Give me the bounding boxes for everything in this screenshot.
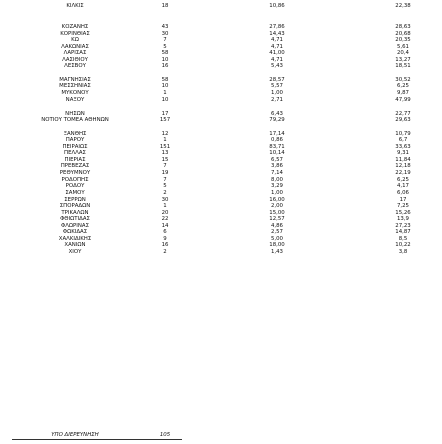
rate-cell: 4,17 [396, 183, 409, 189]
value-cell: 5,43 [270, 63, 283, 69]
table-row [0, 50, 442, 57]
rate-cell: 22,77 [395, 111, 411, 117]
count-cell: 30 [161, 197, 169, 203]
rate-cell: 9,87 [396, 90, 409, 96]
value-cell: 4,71 [270, 57, 283, 63]
count-cell: 58 [161, 77, 169, 83]
count-cell: 12 [161, 131, 169, 137]
table-row [0, 242, 442, 249]
region-name-cell: ΜΥΚΟΝΟΥ [61, 90, 89, 96]
count-cell: 1 [163, 137, 167, 143]
value-cell: 14,43 [269, 31, 285, 37]
value-cell: 27,86 [269, 24, 285, 30]
rate-cell: 13,9 [396, 216, 409, 222]
count-cell: 1 [163, 203, 167, 209]
count-cell: 10 [161, 83, 169, 89]
table-row [0, 3, 442, 10]
region-name-cell: ΝΟΤΙΟΥ ΤΟΜΕΑ ΑΘΗΝΩΝ [41, 117, 109, 123]
rate-cell: 6,7 [398, 137, 408, 143]
region-name-cell: ΠΕΙΡΑΙΩΣ [62, 144, 88, 150]
rate-cell: 22,38 [395, 3, 411, 9]
table-row [0, 216, 442, 223]
rate-cell: 8,5 [398, 236, 408, 242]
count-cell: 10 [161, 97, 169, 103]
region-name-cell: ΤΡΙΚΑΛΩΝ [61, 210, 89, 216]
rate-cell: 10,22 [395, 242, 411, 248]
value-cell: 1,00 [270, 190, 283, 196]
count-cell: 6 [163, 229, 167, 235]
value-cell: 28,57 [269, 77, 285, 83]
region-name-cell: ΝΗΣΩΝ [65, 111, 85, 117]
rate-cell: 22,19 [395, 170, 411, 176]
table-row [0, 249, 442, 256]
count-cell: 43 [161, 24, 169, 30]
count-cell: 22 [161, 216, 169, 222]
rate-cell: 27,23 [395, 223, 411, 229]
rate-cell: 20,4 [396, 50, 409, 56]
count-cell: 7 [163, 177, 167, 183]
region-name-cell: ΡΕΘΥΜΝΟΥ [59, 170, 91, 176]
value-cell: 0,86 [270, 137, 283, 143]
footer-divider [12, 439, 182, 440]
count-cell: 157 [159, 117, 171, 123]
region-name-cell: ΛΑΡΙΣΑΣ [63, 50, 87, 56]
rate-cell: 3,8 [398, 249, 408, 255]
value-cell: 8,00 [270, 177, 283, 183]
value-cell: 5,57 [270, 83, 283, 89]
count-cell: 105 [159, 432, 171, 438]
value-cell: 16,00 [269, 197, 285, 203]
value-cell: 2,00 [270, 203, 283, 209]
count-cell: 13 [161, 150, 169, 156]
table-row [0, 137, 442, 144]
table-row [0, 163, 442, 170]
region-name-cell: ΜΕΣΣΗΝΙΑΣ [59, 83, 91, 89]
value-cell: 12,57 [269, 216, 285, 222]
rate-cell: 28,63 [395, 24, 411, 30]
table-row [0, 63, 442, 70]
region-name-cell: ΚΙΛΚΙΣ [66, 3, 84, 9]
region-name-cell: ΠΡΕΒΕΖΑΣ [60, 163, 90, 169]
region-name-cell: ΧΑΛΚΙΔΙΚΗΣ [58, 236, 92, 242]
table-row [0, 229, 442, 236]
value-cell: 4,71 [270, 44, 283, 50]
rate-cell: 6,06 [396, 190, 409, 196]
value-cell: 3,29 [270, 183, 283, 189]
rate-cell: 20,35 [395, 37, 411, 43]
rate-cell: 29,63 [395, 117, 411, 123]
table-row [0, 37, 442, 44]
table-row [0, 170, 442, 177]
value-cell: 1,00 [270, 90, 283, 96]
value-cell: 1,43 [270, 249, 283, 255]
rate-cell: 15,26 [395, 210, 411, 216]
region-name-cell: ΠΙΕΡΙΑΣ [64, 157, 86, 163]
count-cell: 7 [163, 163, 167, 169]
region-name-cell: ΛΑΣΙΘΙΟΥ [62, 57, 88, 63]
region-name-cell: ΠΑΡΟΥ [65, 137, 85, 143]
value-cell: 18,00 [269, 242, 285, 248]
count-cell: 16 [161, 242, 169, 248]
region-name-cell: ΛΑΚΩΝΙΑΣ [61, 44, 89, 50]
table-row [0, 90, 442, 97]
count-cell: 20 [161, 210, 169, 216]
count-cell: 19 [161, 170, 169, 176]
value-cell: 2,71 [270, 97, 283, 103]
region-name-cell: ΦΘΙΩΤΙΔΑΣ [60, 216, 90, 222]
region-name-cell: ΡΟΔΟΥ [65, 183, 85, 189]
value-cell: 83,71 [269, 144, 285, 150]
summary-row [0, 432, 442, 439]
count-cell: 10 [161, 57, 169, 63]
value-cell: 7,14 [270, 170, 283, 176]
rate-cell: 9,31 [396, 150, 409, 156]
rate-cell: 13,27 [395, 57, 411, 63]
region-name-cell: ΡΟΔΟΠΗΣ [61, 177, 89, 183]
value-cell: 6,43 [270, 111, 283, 117]
count-cell: 58 [161, 50, 169, 56]
rate-cell: 30,52 [395, 77, 411, 83]
rate-cell: 20,68 [395, 31, 411, 37]
value-cell: 4,86 [270, 223, 283, 229]
table-row [0, 190, 442, 197]
rate-cell: 17 [399, 197, 407, 203]
value-cell: 79,29 [269, 117, 285, 123]
region-name-cell: ΣΕΡΡΩΝ [64, 197, 86, 203]
region-name-cell: ΣΑΜΟΥ [65, 190, 85, 196]
value-cell: 4,71 [270, 37, 283, 43]
count-cell: 16 [161, 63, 169, 69]
value-cell: 17,14 [269, 131, 285, 137]
value-cell: 3,86 [270, 163, 283, 169]
table-row [0, 83, 442, 90]
region-name-cell: ΠΕΛΛΑΣ [64, 150, 86, 156]
value-cell: 15,00 [269, 210, 285, 216]
count-cell: 5 [163, 183, 167, 189]
value-cell: 41,00 [269, 50, 285, 56]
table-row [0, 97, 442, 104]
rate-cell: 14,87 [395, 229, 411, 235]
region-name-cell: ΧΑΝΙΩΝ [64, 242, 86, 248]
region-name-cell: ΚΩ [71, 37, 79, 43]
rate-cell: 10,79 [395, 131, 411, 137]
region-name-cell: ΥΠΟ ΔΙΕΡΕΥΝΗΣΗ [51, 432, 99, 438]
region-name-cell: ΛΕΣΒΟΥ [64, 63, 86, 69]
rate-cell: 6,25 [396, 83, 409, 89]
rate-cell: 33,63 [395, 144, 411, 150]
rate-cell: 11,84 [395, 157, 411, 163]
region-name-cell: ΦΛΩΡΙΝΑΣ [60, 223, 90, 229]
rate-cell: 5,61 [396, 44, 409, 50]
count-cell: 17 [161, 111, 169, 117]
value-cell: 2,57 [270, 229, 283, 235]
table-row [0, 183, 442, 190]
rate-cell: 12,18 [395, 163, 411, 169]
region-name-cell: ΜΑΓΝΗΣΙΑΣ [59, 77, 91, 83]
value-cell: 10,86 [269, 3, 285, 9]
count-cell: 1 [163, 90, 167, 96]
region-name-cell: ΚΟΖΑΝΗΣ [61, 24, 89, 30]
table-row [0, 24, 442, 31]
region-name-cell: ΞΑΝΘΗΣ [63, 131, 87, 137]
region-name-cell: ΝΑΞΟΥ [65, 97, 85, 103]
count-cell: 9 [163, 236, 167, 242]
region-name-cell: ΦΩΚΙΔΑΣ [62, 229, 88, 235]
region-name-cell: ΚΟΡΙΝΘΙΑΣ [60, 31, 90, 37]
rate-cell: 18,51 [395, 63, 411, 69]
table-row [0, 150, 442, 157]
value-cell: 6,57 [270, 157, 283, 163]
rate-cell: 7,25 [396, 203, 409, 209]
value-cell: 5,00 [270, 236, 283, 242]
rate-cell: 6,25 [396, 177, 409, 183]
count-cell: 5 [163, 44, 167, 50]
count-cell: 15 [161, 157, 169, 163]
region-name-cell: ΧΙΟΥ [68, 249, 82, 255]
count-cell: 2 [163, 190, 167, 196]
count-cell: 18 [161, 3, 169, 9]
count-cell: 14 [161, 223, 169, 229]
table-row [0, 117, 442, 124]
region-name-cell: ΣΠΟΡΑΔΩΝ [59, 203, 91, 209]
count-cell: 30 [161, 31, 169, 37]
count-cell: 7 [163, 37, 167, 43]
rate-cell: 47,99 [395, 97, 411, 103]
table-row [0, 203, 442, 210]
value-cell: 10,14 [269, 150, 285, 156]
count-cell: 151 [159, 144, 171, 150]
count-cell: 2 [163, 249, 167, 255]
